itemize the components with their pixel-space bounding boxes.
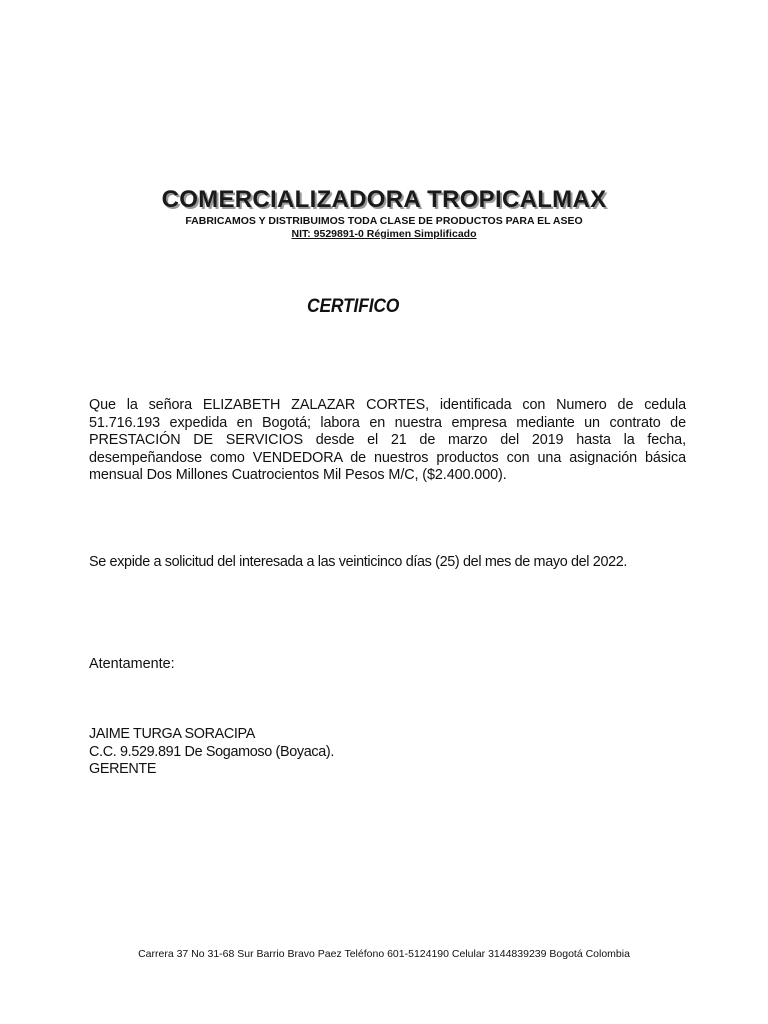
document-title: CERTIFICO: [307, 296, 400, 317]
signatory-id: C.C. 9.529.891 De Sogamoso (Boyaca).: [89, 743, 334, 760]
issue-statement: Se expide a solicitud del interesada a las veinticinco días (25) del mes de mayo del 2022.: [89, 554, 628, 570]
company-name: COMERCIALIZADORA TROPICALMAX: [161, 186, 607, 213]
footer-address: Carrera 37 No 31-68 Sur Barrio Bravo Paez Teléfono 601-5124190 Celular 3144839239 Bogotá Colombia: [138, 948, 630, 960]
company-nit: NIT: 9529891-0 Régimen Simplificado: [291, 228, 477, 240]
closing-salutation: Atentamente:: [89, 656, 175, 672]
certificate-body: Que la señora ELIZABETH ZALAZAR CORTES, identificada con Numero de cedula 51.716.193 expedida en Bogotá; labora en nuestra empresa mediante un contrato de PRESTACIÓN DE SERVICIOS desde el 21 de marzo del 2019 hasta la fecha, desempeñandose como VENDEDORA de nuestros productos con una asignación básica mensual Dos Millones Cuatrocientos Mil Pesos M/C, ($2.400.000).: [89, 397, 686, 483]
letterhead: [0, 186, 768, 241]
company-tagline: FABRICAMOS Y DISTRIBUIMOS TODA CLASE DE PRODUCTOS PARA EL ASEO: [185, 215, 583, 227]
signatory-role: GERENTE: [89, 761, 157, 777]
signature-block: [89, 726, 334, 779]
signatory-name: JAIME TURGA SORACIPA: [89, 726, 255, 742]
